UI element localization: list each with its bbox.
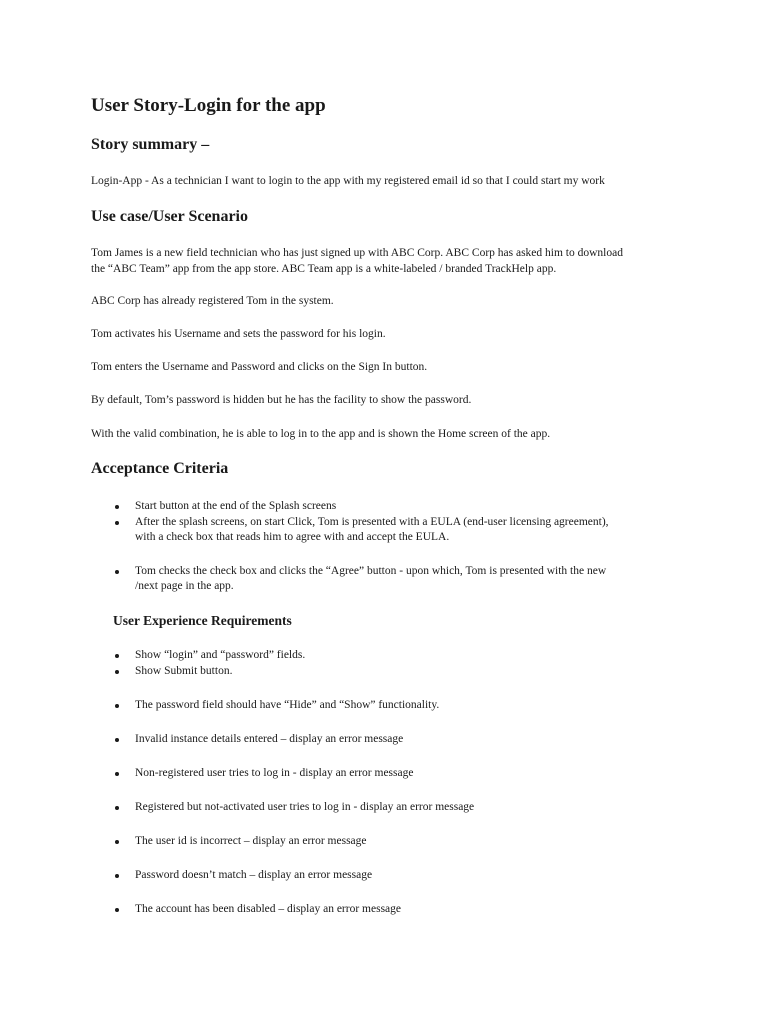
ux-item-2: Show Submit button. [135, 665, 233, 677]
ux-item-6: Registered but not-activated user tries to log in - display an error message [135, 801, 475, 813]
bullet-icon [115, 704, 119, 708]
bullet-icon [115, 654, 119, 658]
bullet-icon [115, 874, 119, 878]
use-case-para1-line2: the “ABC Team” app from the app store. ABC Team app is a white-labeled / branded TrackHelp app. [91, 263, 557, 275]
bullet-icon [115, 738, 119, 742]
ux-item-7: The user id is incorrect – display an error message [135, 835, 367, 847]
ux-heading: User Experience Requirements [113, 613, 292, 628]
ux-item-4: Invalid instance details entered – display an error message [135, 733, 404, 745]
story-summary-heading: Story summary – [91, 136, 210, 153]
story-summary-text: Login-App - As a technician I want to login to the app with my registered email id so that I could start my work [91, 175, 605, 187]
bullet-icon [115, 772, 119, 776]
ux-item-8: Password doesn’t match – display an error message [135, 869, 373, 881]
use-case-para1-line1: Tom James is a new field technician who has just signed up with ABC Corp. ABC Corp has asked him to download [91, 247, 623, 259]
ux-item-3: The password field should have “Hide” and “Show” functionality. [135, 699, 440, 711]
acceptance-item-2-line2: with a check box that reads him to agree with and accept the EULA. [135, 531, 450, 543]
page-title: User Story-Login for the app [91, 95, 326, 116]
acceptance-item-3-line2: /next page in the app. [135, 580, 234, 592]
bullet-icon [115, 505, 119, 509]
bullet-icon [115, 840, 119, 844]
bullet-icon [115, 908, 119, 912]
acceptance-item-2-line1: After the splash screens, on start Click, Tom is presented with a EULA (end-user licensing agreement), [135, 516, 609, 528]
acceptance-item-1: Start button at the end of the Splash screens [135, 500, 337, 512]
use-case-para5: By default, Tom’s password is hidden but he has the facility to show the password. [91, 394, 472, 406]
ux-item-5: Non-registered user tries to log in - display an error message [135, 767, 414, 779]
use-case-para6: With the valid combination, he is able to log in to the app and is shown the Home screen of the app. [91, 428, 551, 440]
ux-item-9: The account has been disabled – display an error message [135, 903, 401, 915]
acceptance-heading: Acceptance Criteria [91, 460, 229, 477]
use-case-para4: Tom enters the Username and Password and clicks on the Sign In button. [91, 361, 428, 373]
bullet-icon [115, 570, 119, 574]
acceptance-item-3-line1: Tom checks the check box and clicks the “Agree” button - upon which, Tom is presented with the new [135, 565, 607, 577]
bullet-icon [115, 806, 119, 810]
use-case-para3: Tom activates his Username and sets the password for his login. [91, 328, 386, 340]
bullet-icon [115, 521, 119, 525]
use-case-para2: ABC Corp has already registered Tom in the system. [91, 295, 334, 307]
use-case-heading: Use case/User Scenario [91, 208, 248, 225]
bullet-icon [115, 670, 119, 674]
ux-item-1: Show “login” and “password” fields. [135, 649, 306, 661]
